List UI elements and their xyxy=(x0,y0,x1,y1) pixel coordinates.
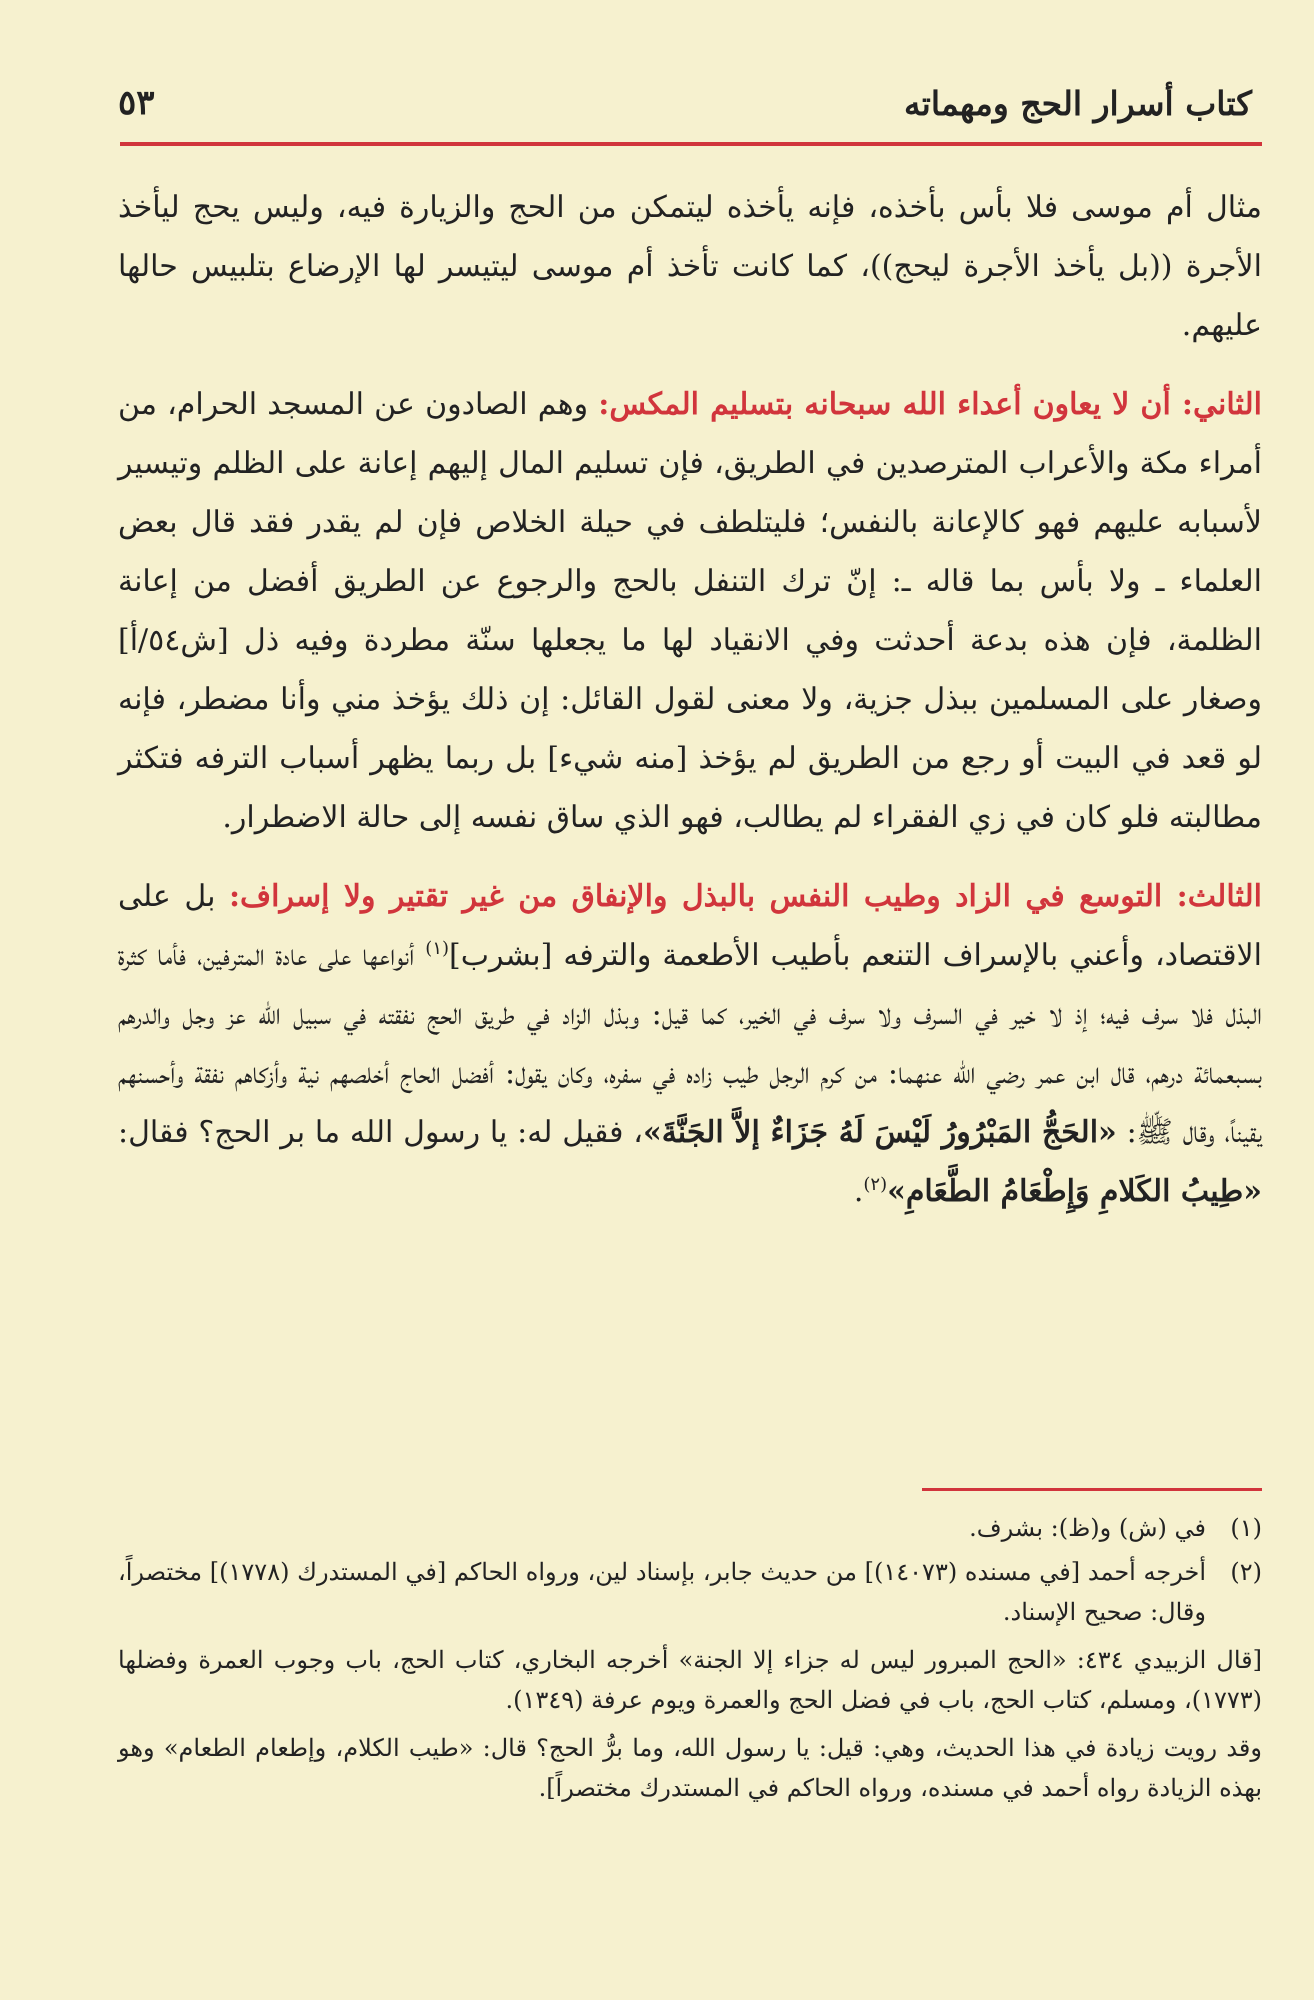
paragraph-3-text-a: بل على الاقتصاد، وأعني بالإسراف التنعم بأطيب الأطعمة والترفه [بشرب] xyxy=(118,879,1262,973)
footnote-ref-1[interactable]: (١) xyxy=(425,938,450,959)
footnote-2-number: (٢) xyxy=(1230,1558,1262,1586)
footnote-1-number: (١) xyxy=(1230,1514,1262,1542)
section-heading-third: الثالث: التوسع في الزاد وطيب النفس بالبذل والإنفاق من غير تقتير ولا إسراف: xyxy=(228,879,1262,914)
paragraph-2-text: وهم الصادون عن المسجد الحرام، من أمراء مكة والأعراب المترصدين في الطريق، فإن تسليم المال إليهم إعانة على الظلم وتيسير لأسبابه عليهم فهو كالإعانة بالنفس؛ فليتلطف في حيلة الخلاص فإن لم يقدر فقد قال بعض العلماء ـ ولا بأس بما قاله ـ: إنّ ترك التنفل بالحج والرجوع عن الطريق أفضل من إعانة الظلمة، فإن هذه بدعة أحدثت وفي الانقياد لها ما يجعلها سنّة مطردة وفيه ذل [ش٥٤/أ] وصغار على المسلمين ببذل جزية، ولا معنى لقول القائل: إن ذلك يؤخذ مني وأنا مضطر، فإنه لو قعد في البيت أو رجع من الطريق لم يؤخذ [منه شيء] بل ربما يظهر أسباب الترفه فتكثر مطالبته فلو كان في زي الفقراء لم يطالب، فهو الذي ساق نفسه إلى حالة الاضطرار. xyxy=(118,387,1262,835)
running-title: كتاب أسرار الحج ومهماته xyxy=(903,83,1252,123)
hadith-quote-1: «الحَجُّ المَبْرُورُ لَيْسَ لَهُ جَزَاءٌ إلاَّ الجَنَّةَ» xyxy=(642,1115,1117,1150)
paragraph-3-text-b: أنواعها على عادة المترفين، فأما كثرة البذل فلا سرف فيه؛ إذ لا خير في السرف ولا سرف في الخير، كما قيل: وبذل الزاد في طريق الحج نفقته في سبيل الله عز وجل والدرهم بسبعمائة درهم، قال ابن عمر رضي الله عنهما: من كرم الرجل طيب زاده في سفره، وكان يقول: أفضل الحاج أخلصهم نية وأزكاهم نفقة وأحسنهم يقيناً، وقال ﷺ: xyxy=(118,938,1262,1150)
footnotes xyxy=(118,1508,1262,1812)
paragraph-3 xyxy=(118,867,1262,1221)
paragraph-3-text-d: . xyxy=(853,1174,864,1209)
footnote-2-commentary-1: [قال الزبيدي ٤٣٤: «الحج المبرور ليس له جزاء إلا الجنة» أخرجه البخاري، كتاب الحج، باب وجوب العمرة وفضلها (١٧٧٣)، ومسلم، كتاب الحج، باب في فضل الحج والعمرة ويوم عرفة (١٣٤٩). xyxy=(118,1646,1262,1714)
hadith-quote-2: «طِيبُ الكَلامِ وَإِطْعَامُ الطَّعَامِ» xyxy=(887,1174,1262,1209)
paragraph-1 xyxy=(118,178,1262,355)
paragraph-2 xyxy=(118,375,1262,847)
main-text xyxy=(118,178,1262,1241)
section-heading-second: الثاني: أن لا يعاون أعداء الله سبحانه بتسليم المكس: xyxy=(598,387,1262,422)
footnote-2-commentary-2: وقد رويت زيادة في هذا الحديث، وهي: قيل: يا رسول الله، وما برُّ الحج؟ قال: «طيب الكلام، وإطعام الطعام» وهو بهذه الزيادة رواه أحمد في مسنده، ورواه الحاكم في المستدرك مختصراً]. xyxy=(118,1734,1262,1802)
footnote-rule xyxy=(922,1488,1262,1491)
header-rule xyxy=(120,142,1262,146)
page-number: ٥٣ xyxy=(118,83,155,123)
paragraph-3-text-c: ، فقيل له: يا رسول الله ما بر الحج؟ فقال: xyxy=(118,1115,643,1150)
footnote-ref-2[interactable]: (٢) xyxy=(863,1174,888,1195)
running-header xyxy=(118,78,1252,128)
footnote-1 xyxy=(118,1508,1262,1548)
footnote-2 xyxy=(118,1552,1262,1632)
footnote-1-text: في (ش) و(ظ): بشرف. xyxy=(969,1514,1206,1542)
footnote-2-text: أخرجه أحمد [في مسنده (١٤٠٧٣)] من حديث جابر، بإسناد لين، ورواه الحاكم [في المستدرك (١٧٧٨)] مختصراً، وقال: صحيح الإسناد. xyxy=(118,1558,1206,1626)
paragraph-1-text: مثال أم موسى فلا بأس بأخذه، فإنه يأخذه ليتمكن من الحج والزيارة فيه، وليس يحج ليأخذ الأجرة ((بل يأخذ الأجرة ليحج))، كما كانت تأخذ أم موسى ليتيسر لها الإرضاع بتلبيس حالها عليهم. xyxy=(118,190,1262,343)
